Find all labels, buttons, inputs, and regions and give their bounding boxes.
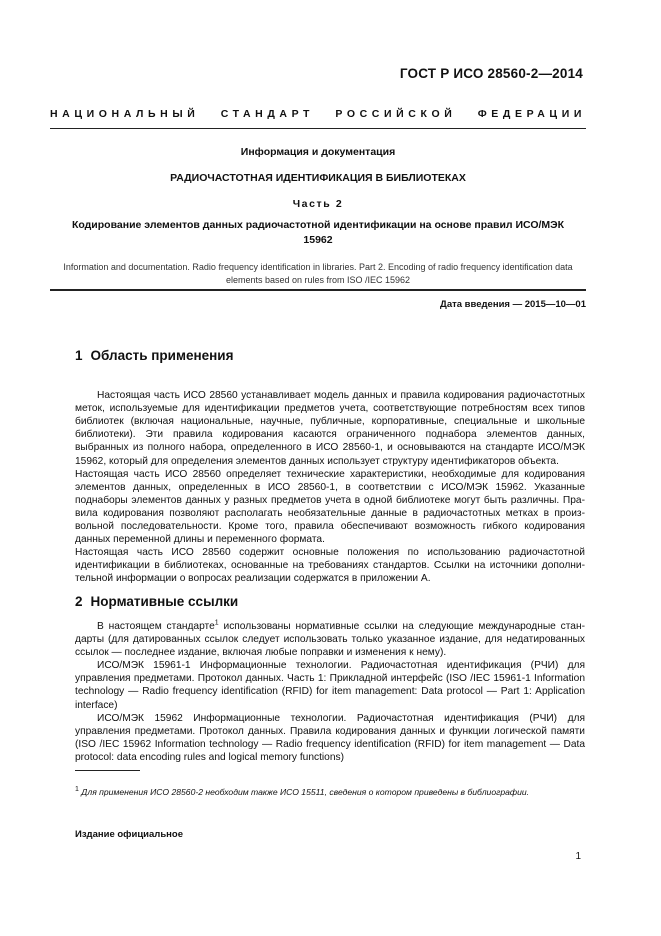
title-line-2: РАДИОЧАСТОТНАЯ ИДЕНТИФИКАЦИЯ В БИБЛИОТЕКАХ (170, 172, 466, 184)
national-standard-banner: НАЦИОНАЛЬНЫЙ СТАНДАРТ РОССИЙСКОЙ ФЕДЕРАЦИИ (50, 108, 586, 120)
section-1-paragraph-1 (75, 376, 585, 468)
section-2-title: Нормативные ссылки (90, 594, 239, 609)
section-1-paragraph-3-text: Настоящая часть ИСО 28560 содержит основные положения по использованию радиочастотной идентификации в библиотеках, основанные на требованиях стандартов. Ссылки на источники дополнительной информации о вопросах реализации содержатся в приложении А. (75, 547, 585, 585)
title-part: Часть 2 (292, 198, 344, 210)
footnote-mark: 1 (75, 786, 79, 794)
section-1-number: 1 (75, 348, 83, 363)
section-1-paragraph-2-text: Настоящая часть ИСО 28560 определяет технические характеристики, необходимые для кодирования элементов данных, определенных в ИСО 28560-1, в соответствии с ИСО/МЭК 15962. Указанные поднаборы элементов данных у разных предметов учета в одной библиотеке могут быть различны. Правила кодирования позволяют располагать необязательные данные в радиочастотных метках в произвольной последовательности. Кроме того, правила обеспечивают возможность гибкого кодирования данных переменной длины и переменного формата. (75, 468, 585, 546)
section-2-number: 2 (75, 594, 83, 609)
title-line-1: Информация и документация (240, 146, 396, 158)
section-1-paragraph-2 (75, 468, 585, 547)
section-2-paragraph-1 (75, 620, 585, 659)
section-2-paragraph-2: ИСО/МЭК 15961-1 Информационные технологии. Радиочастотная идентификация (РЧИ) для управления предметами. Протокол данных. Часть 1: Прикладной интерфейс (ISO /IEC 15961-1 Information technology — Radio frequency identification (RFID) for item management: Data protocol — Part 1: Application interface) (75, 660, 585, 711)
introduction-date: Дата введения — 2015—10—01 (440, 299, 586, 310)
section-2-p1-before: В настоящем стандарте (97, 621, 215, 632)
footnote (75, 786, 585, 798)
edition-label: Издание официальное (75, 829, 183, 840)
title-english: Information and documentation. Radio frequency identification in libraries. Part 2. Encoding of radio frequency identification data elements based on rules from ISO /IEC 15962 (63, 262, 573, 285)
section-2-paragraph-3: ИСО/МЭК 15962 Информационные технологии. Радиочастотная идентификация (РЧИ) для управления предметами. Протокол данных. Правила кодирования данных и функции логической памяти (ISO /IEC 15962 Information technology — Radio frequency identification (RFID) for item management — Data protocol: data encoding rules and logical memory functions) (75, 712, 585, 763)
section-2-p1-after: использованы нормативные ссылки на следующие международные стандарты (для датированных ссылок следует использовать только указанное издание, для недатированных ссылок — последнее издание, включая любые поправки и изменения к нему). (75, 621, 585, 659)
header-divider (50, 128, 586, 129)
section-2-heading (75, 594, 238, 609)
footnote-divider (75, 770, 140, 771)
section-1-body (75, 376, 585, 586)
section-1-paragraph-1-text: Настоящая часть ИСО 28560 устанавливает модель данных и правила кодирования радиочастотных меток, используемые для идентификации предметов учета, соответствующие потребностям всех типов библиотек (включая национальные, научные, публичные, корпоративные, специальные и школьные библиотеки). Эти правила кодирования касаются ограниченного поднабора элементов данных, выбранных из полного набора, определенного в ИСО 28560-1, и основываются на стандарте ИСО/МЭК 15962, который для определения элементов данных использует структуру идентификаторов объекта. (75, 390, 585, 467)
footnote-text: Для применения ИСО 28560-2 необходим также ИСО 15511, сведения о котором приведены в библиографии. (78, 787, 530, 797)
section-1-title: Область применения (90, 348, 234, 363)
footnote-reference[interactable]: 1 (214, 619, 219, 627)
section-1-heading (75, 348, 233, 363)
gost-code: ГОСТ Р ИСО 28560-2—2014 (399, 66, 583, 81)
section-2-body (75, 620, 585, 764)
page-number: 1 (575, 851, 581, 862)
title-subtitle: Кодирование элементов данных радиочастотной идентификации на основе правил ИСО/МЭК 15962 (71, 219, 565, 246)
title-divider (50, 289, 586, 291)
section-1-paragraph-3 (75, 546, 585, 585)
